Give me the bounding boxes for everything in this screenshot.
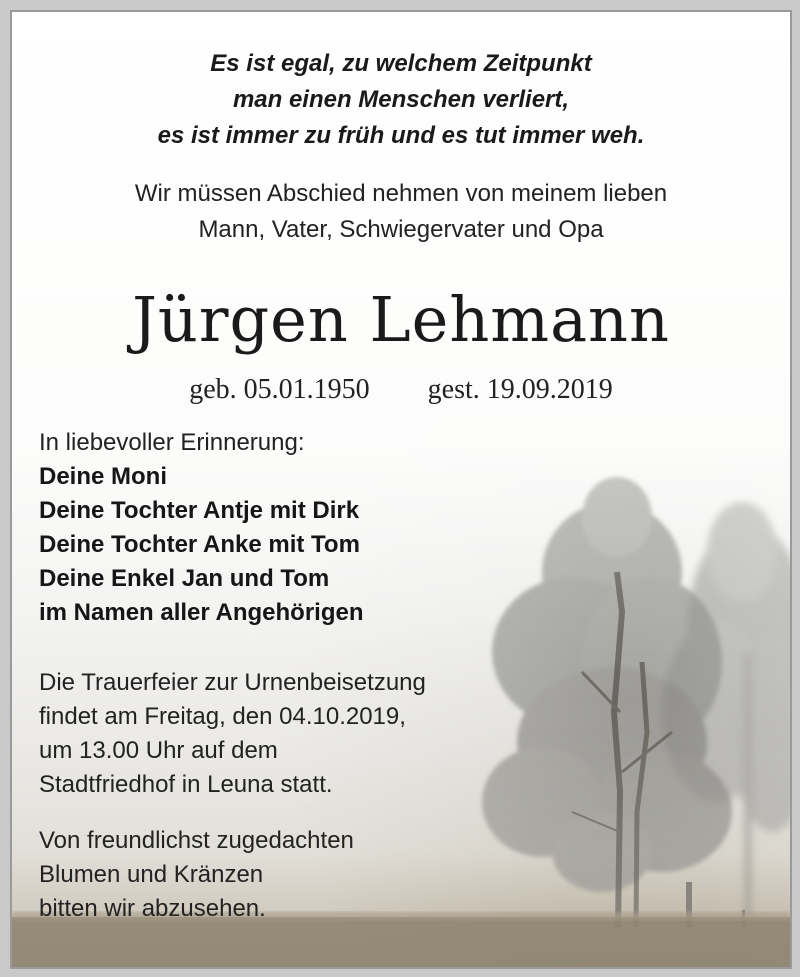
life-dates <box>12 372 790 408</box>
funeral-line: um 13.00 Uhr auf dem <box>39 737 278 764</box>
verse-line: man einen Menschen verliert, <box>232 86 570 113</box>
intro-line: Wir müssen Abschied nehmen von meinem lieben <box>134 180 668 207</box>
memory-heading: In liebevoller Erinnerung: <box>39 429 305 456</box>
verse-line: Es ist egal, zu welchem Zeitpunkt <box>210 50 592 77</box>
obituary-content <box>12 12 790 967</box>
funeral-line: findet am Freitag, den 04.10.2019, <box>39 703 406 730</box>
funeral-line: Stadtfriedhof in Leuna statt. <box>39 771 333 798</box>
flowers-notice <box>39 824 439 926</box>
mourner-item: Deine Enkel Jan und Tom <box>39 565 330 592</box>
obituary-card <box>10 10 792 969</box>
mourner-item: Deine Tochter Antje mit Dirk <box>39 497 360 524</box>
death-date: gest. 19.09.2019 <box>427 374 613 405</box>
birth-date: geb. 05.01.1950 <box>189 374 370 405</box>
funeral-info <box>39 666 599 802</box>
mourners-list <box>39 460 639 630</box>
farewell-intro <box>12 176 790 248</box>
deceased-name: Jürgen Lehmann <box>132 283 670 356</box>
verse-line: es ist immer zu früh und es tut immer weh. <box>157 122 645 149</box>
funeral-line: Die Trauerfeier zur Urnenbeisetzung <box>39 669 426 696</box>
flowers-line: Von freundlichst zugedachten <box>39 827 354 854</box>
flowers-line: Blumen und Kränzen <box>39 861 264 888</box>
mourner-item: Deine Tochter Anke mit Tom <box>39 531 360 558</box>
mourners-section <box>39 426 639 630</box>
flowers-line: bitten wir abzusehen. <box>39 895 266 922</box>
mourner-item: Deine Moni <box>39 463 168 490</box>
intro-line: Mann, Vater, Schwiegervater und Opa <box>198 216 604 243</box>
memorial-verse <box>12 46 790 154</box>
mourner-item: im Namen aller Angehörigen <box>39 599 364 626</box>
